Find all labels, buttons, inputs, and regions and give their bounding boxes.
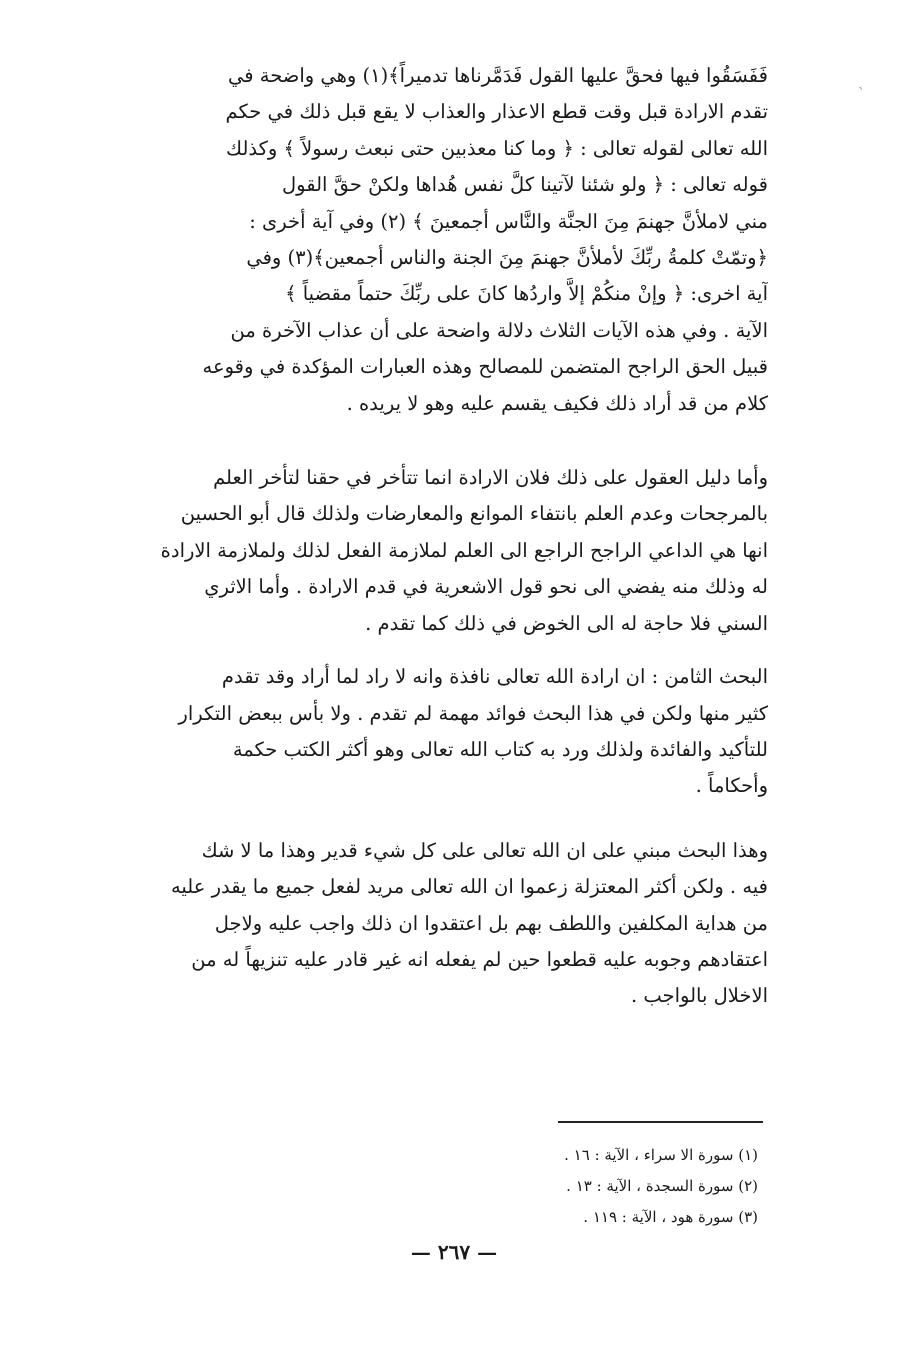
text-line: قوله تعالى : ﴿ ولو شئنا لآتينا كلَّ نفس هُداها ولكنْ حقَّ القول: [282, 173, 768, 197]
paragraph-3: [122, 659, 768, 805]
text-line: البحث الثامن : ان ارادة الله تعالى نافذة وانه لا راد لما أراد وقد تقدم: [221, 665, 768, 689]
text-line: الآية . وفي هذه الآيات الثلاث دلالة واضحة على أن عذاب الآخرة من: [230, 318, 768, 342]
paragraph-1: [122, 58, 768, 422]
text-line: من هداية المكلفين واللطف بهم بل اعتقدوا ان ذلك واجب عليه ولاجل: [214, 911, 768, 935]
margin-mark: ˋ: [858, 86, 865, 102]
text-line: تقدم الارادة قبل وقت قطع الاعذار والعذاب لا يقع قبل ذلك في حكم: [225, 100, 768, 124]
text-line: وهذا البحث مبني على ان الله تعالى على كل شيء قدير وهذا ما لا شك: [201, 838, 768, 862]
text-line: للتأكيد والفائدة ولذلك ورد به كتاب الله تعالى وهو أكثر الكتب حكمة: [232, 737, 768, 761]
footnote-divider: [558, 1121, 763, 1123]
text-line: بالمرجحات وعدم العلم بانتفاء الموانع والمعارضات ولذلك قال أبو الحسين: [180, 502, 768, 526]
text-line: السني فلا حاجة له الى الخوض في ذلك كما تقدم .: [365, 611, 768, 635]
text-line: الله تعالى لقوله تعالى : ﴿ وما كنا معذبين حتى نبعث رسولاً ﴾ وكذلك: [226, 136, 768, 160]
text-line: اعتقادهم وجوبه عليه قطعوا حين لم يفعله انه غير قادر عليه تنزيهاً له من: [191, 947, 768, 971]
text-line: وأما دليل العقول على ذلك فلان الارادة انما تتأخر في حقنا لتأخر العلم: [213, 466, 768, 490]
footnote-1: (١) سورة الا سراء ، الآية : ١٦ .: [564, 1146, 758, 1164]
paragraph-4: [122, 833, 768, 1015]
footnotes: [458, 1140, 758, 1233]
text-line: آية اخرى: ﴿ وإنْ منكُمْ إلاَّ واردُها كانَ على ربِّكَ حتماً مقضياً ﴾: [285, 282, 768, 306]
text-line: فيه . ولكن أكثر المعتزلة زعموا ان الله تعالى مريد لفعل جميع ما يقدر عليه: [170, 875, 768, 899]
text-line: له وذلك منه يفضي الى نحو قول الاشعرية في قدم الارادة . وأما الاثري: [204, 575, 768, 599]
text-line: قبيل الحق الراجح المتضمن للمصالح وهذه العبارات المؤكدة في وقوعه: [202, 355, 768, 379]
footnote-3: (٣) سورة هود ، الآية : ١١٩ .: [583, 1208, 758, 1226]
footnote-2: (٢) سورة السجدة ، الآية : ١٣ .: [566, 1177, 758, 1195]
text-line: كثير منها ولكن في هذا البحث فوائد مهمة لم تقدم . ولا بأس ببعض التكرار: [178, 701, 768, 725]
text-line: مني لاملأنَّ جهنمَ مِنَ الجنَّة والنَّاس أجمعينَ ﴾ (٢) وفي آية أخرى :: [249, 209, 768, 233]
page-number: — ٢٦٧ —: [410, 1240, 498, 1264]
text-line: فَفَسَقُوا فيها فحقَّ عليها القول فَدَمَّرناها تدميراً﴾(١) وهي واضحة في: [227, 64, 768, 87]
text-line: انها هي الداعي الراجح الراجع الى العلم لملازمة الفعل لذلك ولملازمة الارادة: [160, 538, 768, 562]
text-line: كلام من قد أراد ذلك فكيف يقسم عليه وهو لا يريده .: [346, 391, 768, 415]
paragraph-2: [122, 460, 768, 642]
page-body: [122, 58, 768, 1015]
text-line: ﴿وتمّتْ كلمةُ ربِّكَ لأملأنَّ جهنمَ مِنَ الجنة والناس أجمعين﴾(٣) وفي: [246, 246, 768, 270]
text-line: وأحكاماً .: [695, 774, 768, 798]
text-line: الاخلال بالواجب .: [631, 984, 768, 1008]
